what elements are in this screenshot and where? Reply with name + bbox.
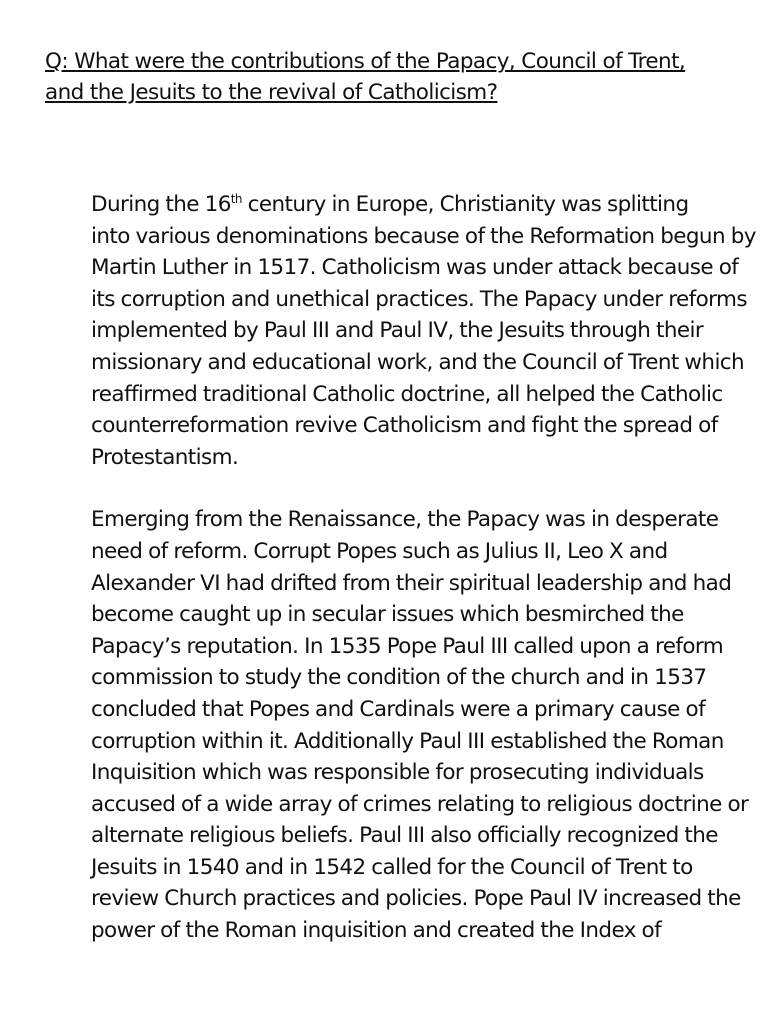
paragraph-line: its corruption and unethical practices. The Papacy under reforms <box>91 286 747 312</box>
paragraph-introduction <box>45 189 756 473</box>
paragraph-line: Inquisition which was responsible for prosecuting individuals <box>91 760 704 786</box>
paragraph-line: alternate religious beliefs. Paul III also officially recognized the <box>91 823 718 849</box>
paragraph-line: power of the Roman inquisition and created the Index of <box>91 918 662 944</box>
paragraph-line: concluded that Popes and Cardinals were a primary cause of <box>91 696 706 722</box>
paragraph-line: counterreformation revive Catholicism and fight the spread of <box>91 413 718 439</box>
paragraph-text: century in Europe, Christianity was splitting <box>241 192 689 217</box>
paragraph-line: review Church practices and policies. Pope Paul IV increased the <box>91 886 741 912</box>
paragraph-line: corruption within it. Additionally Paul III established the Roman <box>91 728 724 754</box>
paragraph-line: commission to study the condition of the church and in 1537 <box>91 665 707 691</box>
paragraph-line: Papacy’s reputation. In 1535 Pope Paul III called upon a reform <box>91 633 724 659</box>
paragraph-line: missionary and educational work, and the Council of Trent which <box>91 349 745 375</box>
paragraph-line: need of reform. Corrupt Popes such as Julius II, Leo X and <box>91 538 668 564</box>
paragraph-line: Alexander VI had drifted from their spiritual leadership and had <box>91 570 732 596</box>
paragraph-line: into various denominations because of the Reformation begun by <box>91 223 756 249</box>
paragraph-text: During the 16 <box>91 192 231 217</box>
paragraph-papacy <box>45 504 749 946</box>
paragraph-line: accused of a wide array of crimes relating to religious doctrine or <box>91 791 749 817</box>
question-line: Q: What were the contributions of the Papacy, Council of Trent, <box>45 49 686 74</box>
paragraph-line <box>91 192 689 217</box>
superscript-ordinal: th <box>230 192 242 206</box>
paragraph-line: Martin Luther in 1517. Catholicism was under attack because of <box>91 255 739 281</box>
paragraph-line: reaffirmed traditional Catholic doctrine, all helped the Catholic <box>91 381 723 407</box>
paragraph-line: Protestantism. <box>91 444 239 470</box>
paragraph-line: Emerging from the Renaissance, the Papacy was in desperate <box>91 507 719 533</box>
paragraph-line: implemented by Paul III and Paul IV, the Jesuits through their <box>91 318 704 344</box>
question-line: and the Jesuits to the revival of Catholicism? <box>45 80 498 105</box>
question-heading <box>45 46 735 108</box>
document-page <box>45 46 756 947</box>
paragraph-line: become caught up in secular issues which besmirched the <box>91 602 684 628</box>
paragraph-line: Jesuits in 1540 and in 1542 called for the Council of Trent to <box>91 854 693 880</box>
